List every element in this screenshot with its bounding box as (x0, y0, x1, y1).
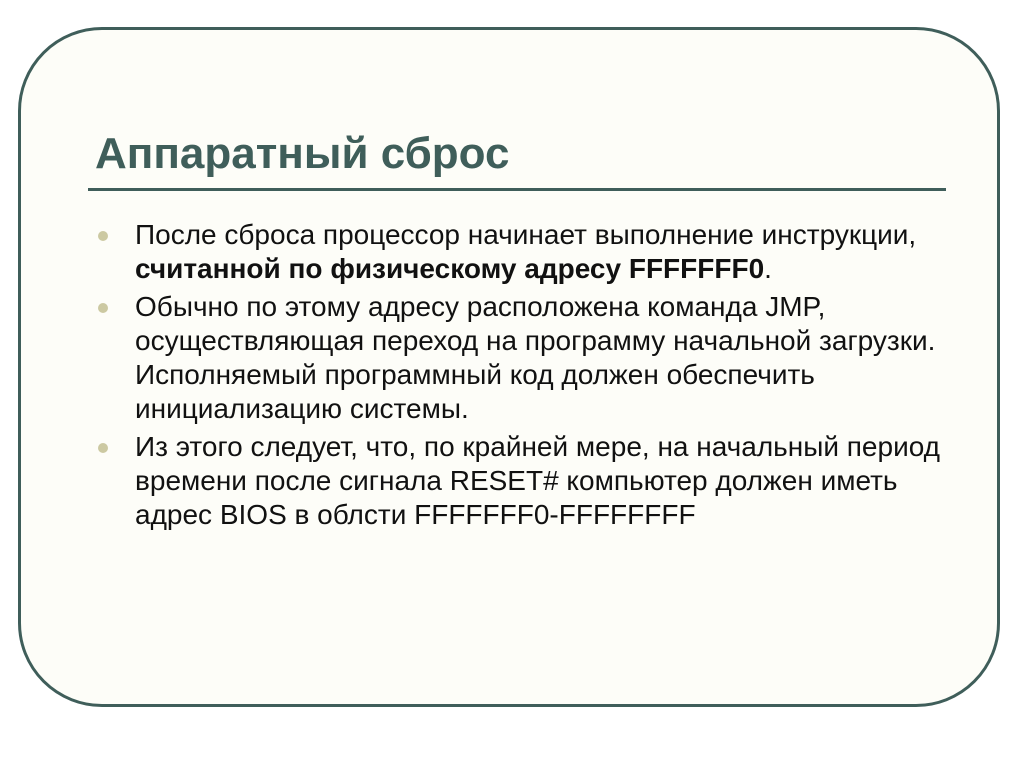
slide-title: Аппаратный сброс (95, 129, 510, 178)
bullet-text-part: . (764, 253, 772, 284)
bullet-dot-icon (98, 231, 108, 241)
bullet-text: Из этого следует, что, по крайней мере, на начальный период времени после сигнала RESET# компьютер должен иметь адрес BIOS в облсти FFFFFFF0-FFFFFFFF (135, 431, 941, 530)
bullet-text: Обычно по этому адресу расположена команда JMP, осуществляющая переход на программу начальной загрузки. Исполняемый программный код должен обеспечить инициализацию системы. (135, 291, 936, 424)
bullet-text-part: После сброса процессор начинает выполнение инструкции, (135, 219, 917, 250)
bullet-dot-icon (98, 443, 108, 453)
bullet-item (98, 430, 948, 532)
bullet-item (98, 290, 948, 426)
bullet-list (98, 218, 948, 536)
bullet-item (98, 218, 948, 286)
bullet-dot-icon (98, 303, 108, 313)
bullet-bold-text: считанной по физическому адресу FFFFFFF0 (135, 253, 765, 284)
title-divider (88, 188, 946, 191)
